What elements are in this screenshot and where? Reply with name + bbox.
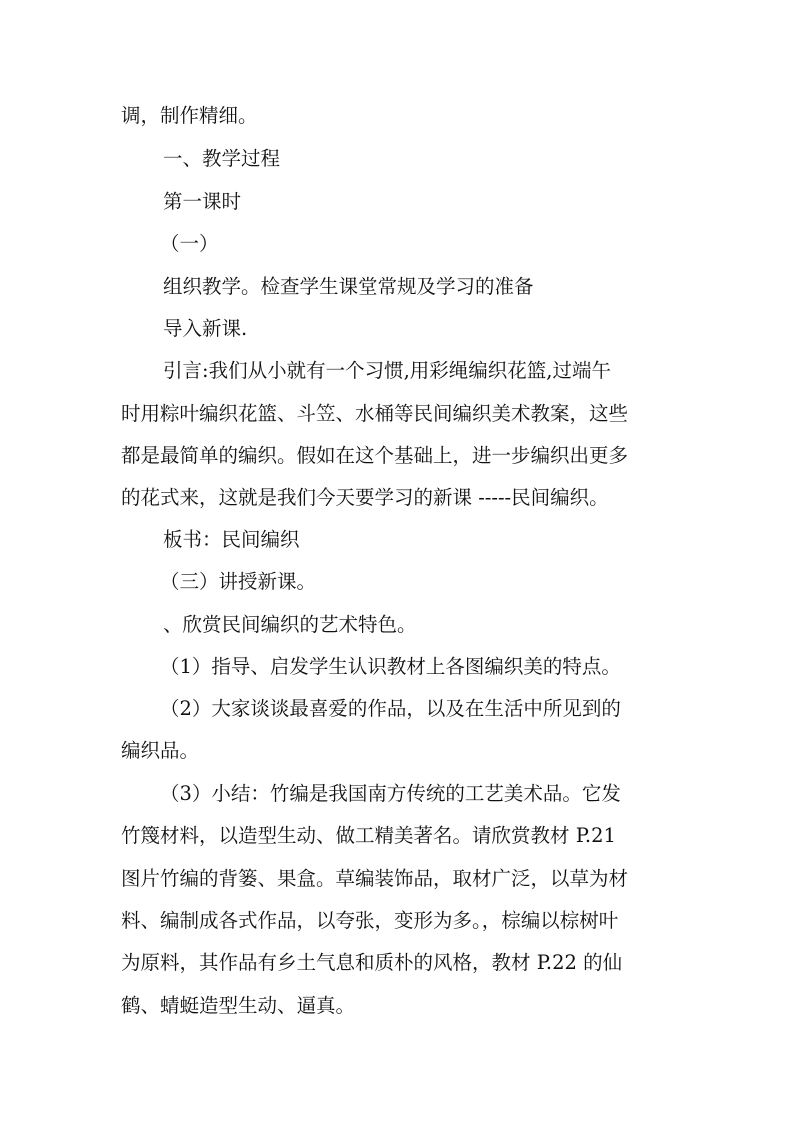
text-blackboard: 板书：民间编织 bbox=[163, 528, 300, 551]
list-item-3-line-5: 为原料，其作品有乡土气息和质朴的风格，教材 P.22 的仙 bbox=[121, 951, 623, 974]
list-item-1: （1）指导、启发学生认识教材上各图编织美的特点。 bbox=[160, 655, 621, 678]
paragraph-intro-line-3: 都是最简单的编织。假如在这个基础上，进一步编织出更多 bbox=[121, 444, 629, 467]
subheading-part-three: （三）讲授新课。 bbox=[160, 570, 317, 593]
list-item-2-line-2: 编织品。 bbox=[121, 739, 200, 762]
list-item-3-line-6: 鹤、蜻蜓造型生动、逼真。 bbox=[121, 994, 356, 1017]
paragraph-intro-line-2: 时用粽叶编织花篮、斗笠、水桶等民间编织美术教案，这些 bbox=[121, 402, 629, 425]
section-heading-teaching-process: 一、教学过程 bbox=[163, 147, 281, 170]
list-item-3-line-3: 图片竹编的背篓、果盒。草编装饰品，取材广泛，以草为材 bbox=[121, 867, 629, 890]
subheading-first-lesson: 第一课时 bbox=[163, 190, 242, 213]
text-line-1: 调，制作精细。 bbox=[121, 104, 258, 127]
list-item-3-line-1: （3）小结：竹编是我国南方传统的工艺美术品。它发 bbox=[160, 782, 621, 805]
text-line-6: 导入新课. bbox=[163, 317, 248, 340]
subheading-part-one: （一） bbox=[160, 232, 219, 255]
paragraph-intro-line-4: 的花式来，这就是我们今天要学习的新课 -----民间编织。 bbox=[121, 486, 609, 509]
paragraph-intro-line-1: 引言:我们从小就有一个习惯,用彩绳编织花篮,过端午 bbox=[163, 359, 611, 382]
list-item-3-line-4: 料、编制成各式作品，以夸张，变形为多。，棕编以棕树叶 bbox=[121, 909, 619, 932]
text-appreciate: 、欣赏民间编织的艺术特色。 bbox=[163, 613, 417, 636]
list-item-2-line-1: （2）大家谈谈最喜爱的作品，以及在生活中所见到的 bbox=[160, 697, 621, 720]
text-line-5: 组织教学。检查学生课堂常规及学习的准备 bbox=[163, 275, 534, 298]
list-item-3-line-2: 竹篾材料，以造型生动、做工精美著名。请欣赏教材 P.21 bbox=[121, 824, 616, 847]
